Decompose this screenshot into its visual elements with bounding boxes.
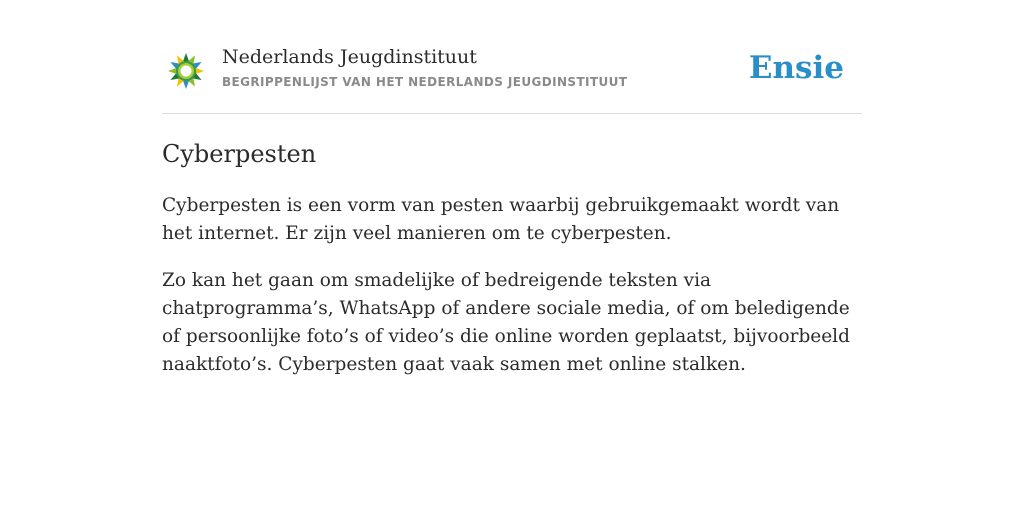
header	[162, 40, 862, 114]
nji-logo-svg	[167, 52, 205, 90]
nji-logo-icon[interactable]	[167, 52, 205, 90]
page-title: Cyberpesten	[162, 140, 317, 168]
ensie-brand-link[interactable]: Ensie	[748, 50, 844, 86]
org-name: Nederlands Jeugdinstituut	[222, 46, 477, 68]
definition-paragraph: Zo kan het gaan om smadelijke of bedreigende teksten via chatprogramma’s, WhatsApp of andere sociale media, of om beledigende of persoonlijke foto’s of video’s die online worden geplaatst, bijvoorbeeld naaktfoto’s. Cyberpesten gaat vaak samen met online stalken.	[162, 270, 850, 375]
org-subtitle: BEGRIPPENLIJST VAN HET NEDERLANDS JEUGDINSTITUUT	[222, 75, 628, 89]
definition-paragraph: Cyberpesten is een vorm van pesten waarbij gebruikgemaakt wordt van het internet. Er zijn veel manieren om te cyberpesten.	[162, 195, 840, 244]
page-container	[162, 40, 862, 379]
